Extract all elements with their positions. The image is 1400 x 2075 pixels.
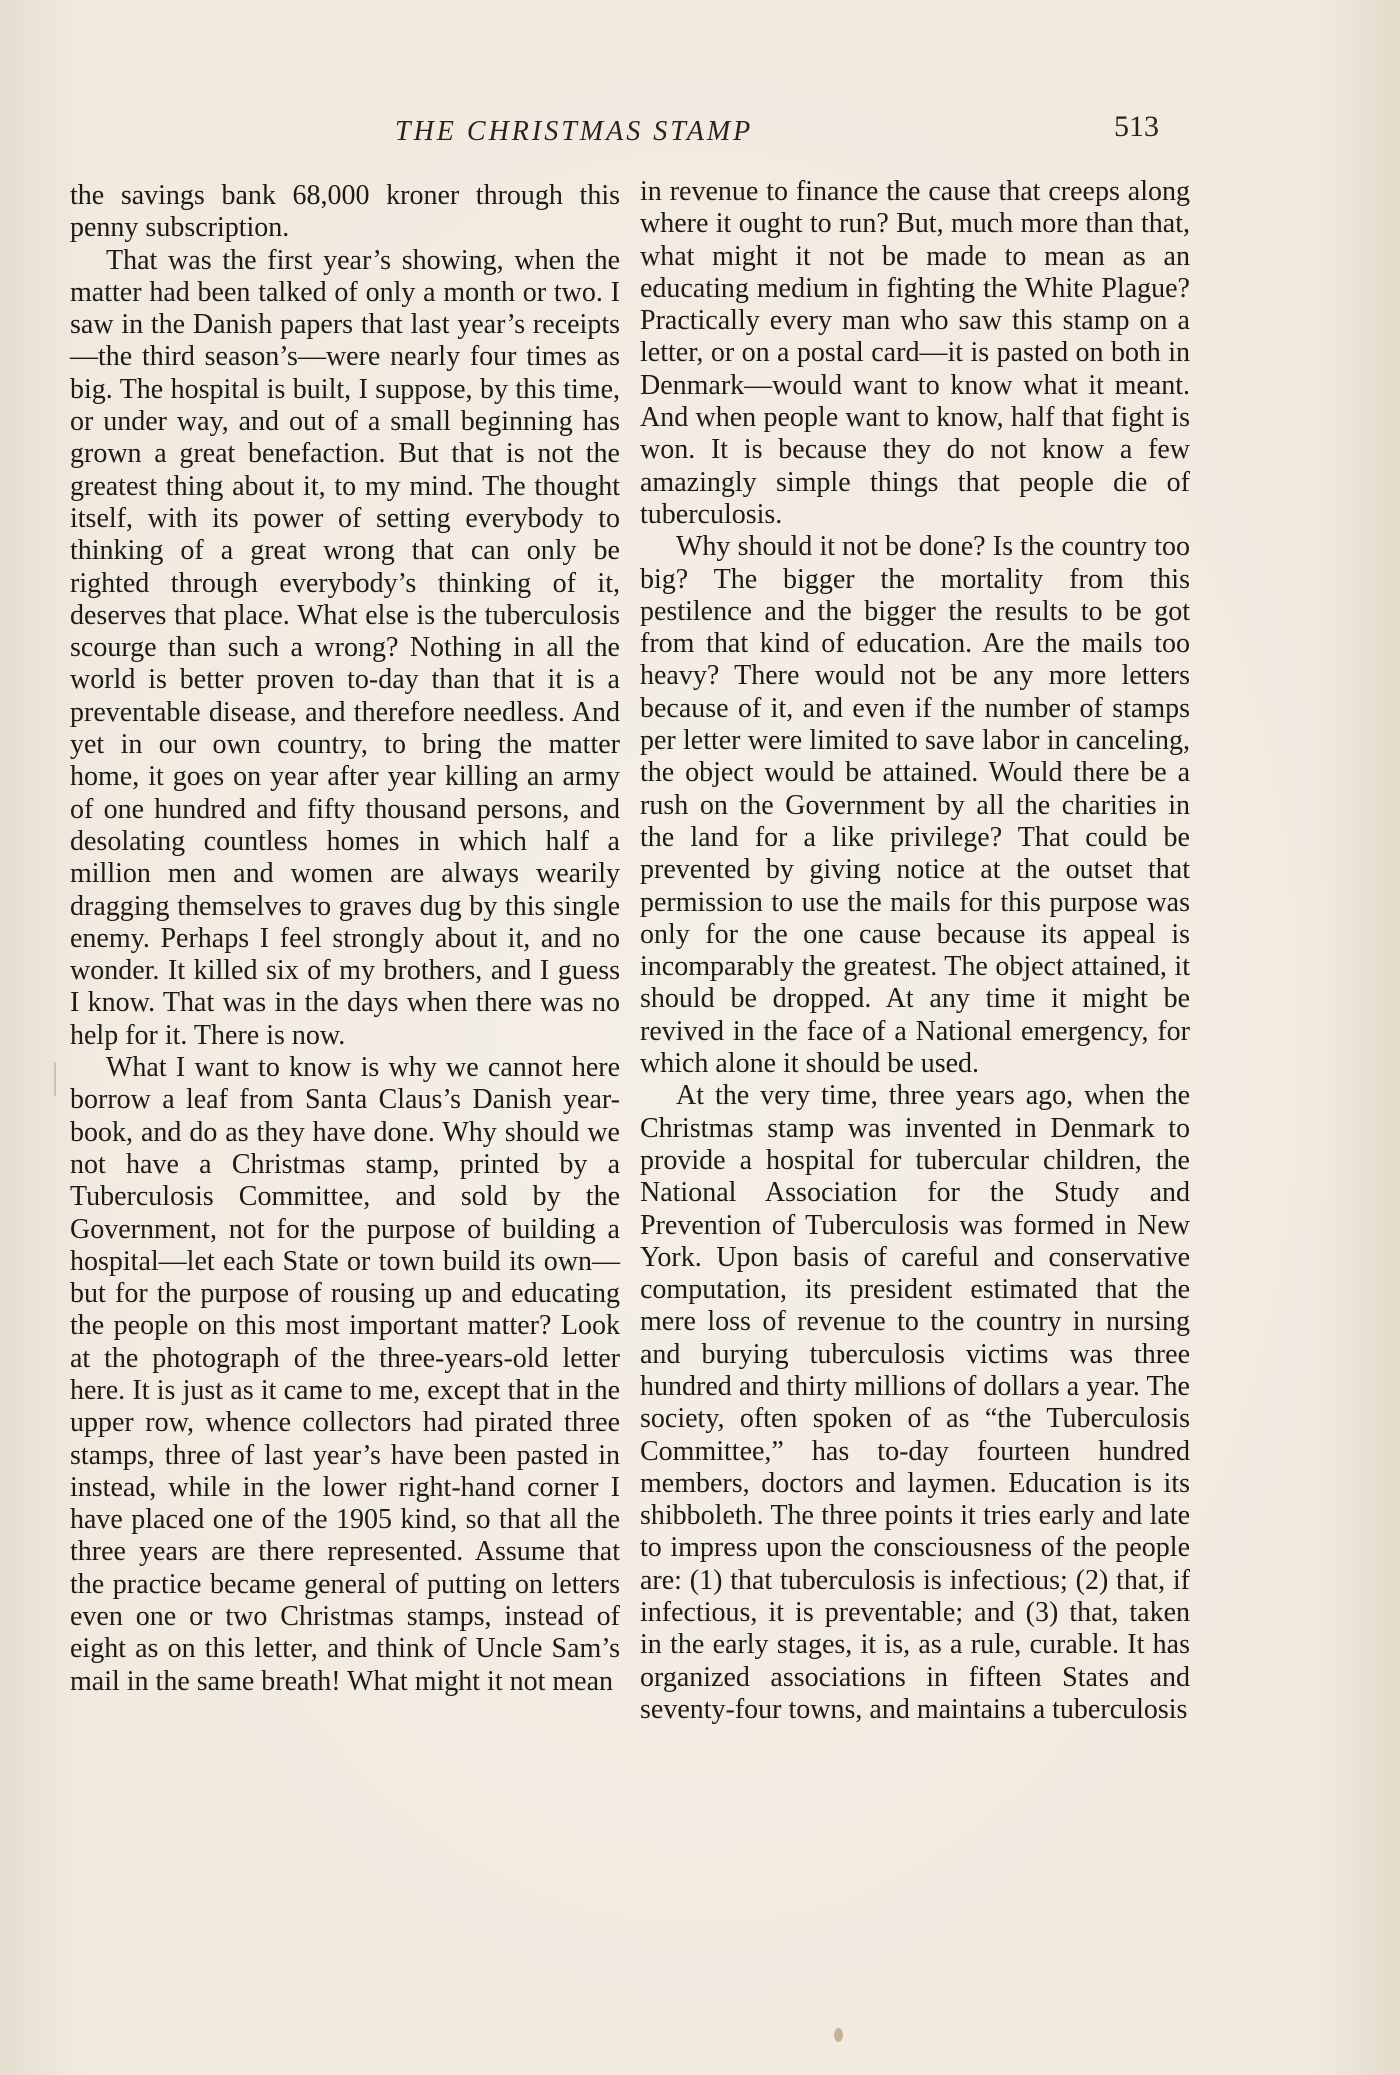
paragraph: Why should it not be done? Is the country too big? The bigger the mortality from this pestilence and the bigger the results to be got from that kind of education. Are the mails too heavy? There would not be any more letters because of it, and even if the number of stamps per letter were limited to save labor in canceling, the object would be attained. Would there be a rush on the Government by all the charities in the land for a like privilege? That could be prevented by giving notice at the outset that permission to use the mails for this purpose was only for the one cause because its appeal is incomparably the greatest. The object attained, it should be dropped. At any time it might be revived in the face of a National emergency, for which alone it should be used. bbox=[640, 531, 1190, 1080]
paragraph: the savings bank 68,000 kroner through this penny subscription. bbox=[70, 180, 620, 244]
margin-mark bbox=[54, 1062, 56, 1096]
paper-speck bbox=[834, 2028, 843, 2042]
running-title: THE CHRISTMAS STAMP bbox=[395, 116, 754, 147]
paragraph: At the very time, three years ago, when the Christmas stamp was invented in Denmark to provide a hospital for tubercular children, the National Association for the Study and Prevention of Tuberculosis was formed in New York. Upon basis of careful and conservative computation, its president estimated that the mere loss of revenue to the country in nursing and burying tuberculosis victims was three hundred and thirty millions of dollars a year. The society, often spoken of as “the Tuberculosis Committee,” has to-day fourteen hundred members, doctors and laymen. Education is its shibboleth. The three points it tries early and late to impress upon the consciousness of the people are: (1) that tuberculosis is infectious; (2) that, if infectious, it is preventable; and (3) that, taken in the early stages, it is, as a rule, curable. It has organized associations in fifteen States and seventy-four towns, and maintains a tuberculosis bbox=[640, 1080, 1190, 1725]
left-column bbox=[70, 180, 620, 1698]
page-number: 513 bbox=[1114, 110, 1159, 143]
paragraph: What I want to know is why we cannot here borrow a leaf from Santa Claus’s Danish year-book, and do as they have done. Why should we not have a Christmas stamp, printed by a Tuberculosis Committee, and sold by the Government, not for the purpose of building a hospital—let each State or town build its own—but for the purpose of rousing up and educating the people on this most important matter? Look at the photograph of the three-years-old letter here. It is just as it came to me, except that in the upper row, whence collectors had pirated three stamps, three of last year’s have been pasted in instead, while in the lower right-hand corner I have placed one of the 1905 kind, so that all the three years are there represented. Assume that the practice became general of putting on letters even one or two Christmas stamps, instead of eight as on this letter, and think of Uncle Sam’s mail in the same breath! What might it not mean bbox=[70, 1052, 620, 1697]
running-head bbox=[0, 110, 1400, 156]
right-column bbox=[640, 176, 1190, 1726]
paragraph: in revenue to finance the cause that creeps along where it ought to run? But, much more than that, what might it not be made to mean as an educating medium in fighting the White Plague? Practically every man who saw this stamp on a letter, or on a postal card—it is pasted on both in Denmark—would want to know what it meant. And when people want to know, half that fight is won. It is because they do not know a few amazingly simple things that people die of tuberculosis. bbox=[640, 176, 1190, 530]
paragraph: That was the first year’s showing, when the matter had been talked of only a month or two. I saw in the Danish papers that last year’s receipts—the third season’s—were nearly four times as big. The hospital is built, I suppose, by this time, or under way, and out of a small beginning has grown a great benefaction. But that is not the greatest thing about it, to my mind. The thought itself, with its power of setting everybody to thinking of a great wrong that can only be righted through everybody’s thinking of it, deserves that place. What else is the tuberculosis scourge than such a wrong? Nothing in all the world is better proven to-day than that it is a preventable disease, and therefore needless. And yet in our own country, to bring the matter home, it goes on year after year killing an army of one hundred and fifty thousand persons, and desolating countless homes in which half a million men and women are always wearily dragging themselves to graves dug by this single enemy. Perhaps I feel strongly about it, and no wonder. It killed six of my brothers, and I guess I know. That was in the days when there was no help for it. There is now. bbox=[70, 244, 620, 1051]
